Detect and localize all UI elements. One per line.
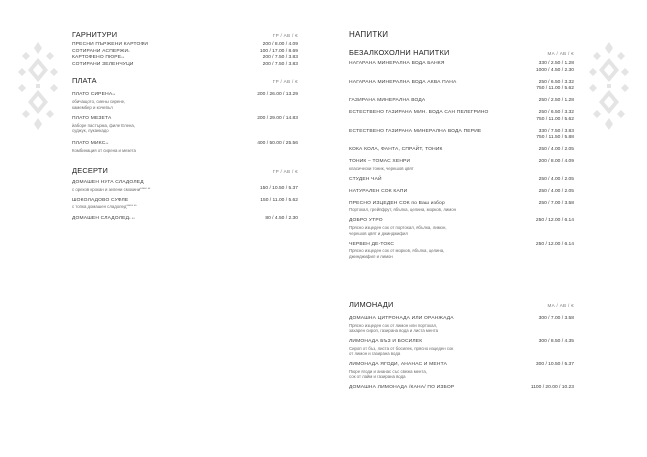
- item-name: НАТУРАЛЕН СОК КАПИ: [349, 188, 408, 194]
- garnish-item: СОТИРАНИ АСПЕРЖИ*: [72, 48, 130, 54]
- menu-item: ДОМАШЕН НУГА СЛАДОЛЕД с орехов крокан и зелени смокини***** ** 150 / 10.50 / 5.37: [72, 180, 298, 192]
- soft-drinks-header: [349, 48, 574, 57]
- item-desc: ѝаборе пастърма, филе Елена, суджук, луканкадо: [72, 122, 135, 134]
- garnish-item: СОТИРАНИ ЗЕЛЕНЧУЦИ: [72, 61, 134, 67]
- item-name: ЧЕРВЕН ДЕ-ТОКС: [349, 241, 395, 247]
- item-price: 150 / 10.50 / 5.37: [259, 186, 298, 192]
- right-column: [349, 30, 574, 390]
- item-name: КОКА КОЛА, ФАНТА, СПРАЙТ, ТОНИК: [349, 147, 443, 153]
- item-name: ПЛАТО МЕЗЕТА: [72, 116, 112, 122]
- menu-item: [349, 80, 574, 93]
- item-price: 200 / 26.00 / 13.29: [257, 92, 298, 98]
- left-column: [72, 30, 298, 223]
- item-price: 250 / 6.50 / 3.32 750 / 11.00 / 5.62: [536, 110, 574, 122]
- item-desc: обичащото, сиены сирене, камембер и кочевъл: [72, 98, 126, 110]
- item-price: 1100 / 20.00 / 10.23: [530, 384, 574, 390]
- lemonades-title: ЛИМОНАДИ: [349, 300, 394, 309]
- item-name: ЕСТЕСТВЕНО ГАЗИРАНА МИНЕРАЛНА ВОДА ПЕРИЕ: [349, 128, 482, 134]
- menu-item: [349, 339, 574, 357]
- item-name: ПЛАТО МИКС: [72, 140, 106, 146]
- item-name: ПРЕСНО ИЗЦЕДЕН СОК по Ваш избор: [349, 200, 445, 206]
- left-ornament-icon: [18, 40, 58, 132]
- menu-item: ДОМАШЕН СЛАДОЛЕД* ** 80 / 4.50 / 2.30: [72, 215, 298, 221]
- item-desc: класически тоник, черешов цвят: [349, 165, 414, 171]
- menu-item: [349, 177, 574, 184]
- item-price: 250 / 4.00 / 2.05: [538, 147, 574, 153]
- item-name: ЕСТЕСТВЕНО ГАЗИРАНА МИН. ВОДА САН ПЕЛЕГРИНО: [349, 110, 489, 116]
- item-name: ДОМАШЕН НУГА СЛАДОЛЕД: [72, 180, 144, 186]
- item-price: 330 / 2.50 / 1.28 1000 / 4.50 / 2.30: [535, 61, 574, 73]
- item-name: ПЛАТО СИРЕНА: [72, 92, 113, 98]
- soft-drinks-title: БЕЗАЛКОХОЛНИ НАПИТКИ: [349, 48, 450, 57]
- menu-item: [349, 159, 574, 171]
- item-desc: Сироп от бъз, листа от босилек, прясно изцеден сок от лимон и газирана вода: [349, 345, 454, 357]
- item-price: 300 / 7.00 / 3.58: [538, 316, 574, 321]
- menu-item: [349, 316, 574, 334]
- item-name: ДОБРО УТРО: [349, 218, 383, 224]
- item-desc: Портокал, грейпфрут, ябълка, целина, морков, лимон: [349, 207, 456, 213]
- lemonades-list: [349, 316, 574, 392]
- item-price: 300 / 8.50 / 4.35: [538, 338, 574, 344]
- menu-item: [349, 385, 574, 392]
- item-price: 250 / 4.00 / 2.05: [538, 188, 574, 194]
- item-price: 250 / 12.00 / 6.14: [535, 218, 574, 224]
- item-desc: Прясно изцеден сок от лимон или портокал, захарен сироп, газирана вода и листа мента: [349, 322, 438, 334]
- item-price: 250 / 7.00 / 3.58: [538, 200, 574, 206]
- plates-unit: ГР / АВ / €: [272, 79, 298, 85]
- item-name: СТУДЕН ЧАЙ: [349, 176, 382, 182]
- menu-item: [349, 242, 574, 260]
- lemonades-unit: МА / АВ / €: [547, 303, 574, 308]
- item-price: 330 / 7.50 / 3.83 750 / 11.50 / 5.88: [536, 128, 574, 141]
- menu-item: [349, 218, 574, 236]
- item-price: 150 / 11.00 / 5.62: [260, 197, 298, 203]
- menu-item: [349, 201, 574, 213]
- item-name: ЛИМОНАДА ЯГОДИ, АНАНАС И МЕНТА: [349, 361, 448, 367]
- menu-item: ПЛАТО МИКС** Комбинация от сирена и мезета 400 / 50.00 / 25.56: [72, 140, 298, 153]
- item-desc: Пюре ягоди и ананас със свежа мента, сок от лайм и газирана вода: [349, 368, 427, 380]
- item-price: 250 / 6.50 / 3.32 750 / 11.00 / 5.62: [536, 79, 574, 92]
- menu-item: [349, 189, 574, 196]
- item-name: НАГАРАНА МИНЕРАЛНА ВОДА БАНКЯ: [349, 61, 445, 66]
- right-ornament-icon: [589, 40, 629, 132]
- item-price: 400 / 50.00 / 25.56: [257, 140, 298, 146]
- item-price: 200 / 8.00 / 4.09: [538, 159, 574, 165]
- desserts-unit: ГР / АВ / €: [272, 169, 298, 175]
- menu-item: ПЛАТО СИРЕНА** обичащото, сиены сирене, камембер и кочевъл 200 / 26.00 / 13.29: [72, 92, 298, 110]
- item-name: ГАЗИРАНА МИНЕРАЛНА ВОДА: [349, 98, 426, 104]
- garnish-title: ГАРНИТУРИ: [72, 30, 118, 39]
- menu-item: [349, 147, 574, 154]
- item-price: 250 / 12.00 / 6.14: [535, 241, 574, 247]
- garnish-prices: 200 / 8.00 / 4.09 100 / 17.00 / 8.69 200 / 7.50 / 3.83 200 / 7.50 / 3.83: [259, 42, 298, 67]
- plates-title: ПЛАТА: [72, 76, 97, 86]
- item-desc: с топка домашен сладолед: [72, 204, 127, 210]
- item-name: ДОМАШНА ЦИТРОНАДА ИЛИ ОРАНЖАДА: [349, 316, 454, 321]
- garnish-list: [72, 42, 298, 68]
- item-price: 80 / 4.50 / 2.30: [265, 215, 298, 221]
- item-name: ДОМАШНА ЛИМОНАДА /КАНА/ ПО ИЗБОР: [349, 384, 455, 390]
- menu-item: [349, 110, 574, 123]
- menu-item: [349, 61, 574, 74]
- menu-item: [72, 116, 298, 134]
- item-price: 300 / 10.50 / 5.37: [535, 361, 574, 367]
- item-desc: с орехов крокан и зелени смокини: [72, 186, 141, 192]
- menu-item: [349, 129, 574, 142]
- item-name: ТОНИК – ТОМАС ХЕНРИ: [349, 159, 411, 165]
- garnish-unit: ГР / АВ / €: [272, 33, 298, 38]
- menu-item: [349, 362, 574, 380]
- garnish-header: [72, 30, 298, 39]
- item-name: ЛИМОНАДА БЪЗ И БОСИЛЕК: [349, 338, 423, 344]
- item-desc: Комбинация от сирена и мезета: [72, 147, 136, 153]
- item-price: 200 / 29.00 / 14.83: [257, 116, 298, 122]
- garnish-names: [72, 42, 148, 68]
- menu-item: ШОКОЛАДОВО СУФЛЕ с топка домашен сладолед***** ** 150 / 11.00 / 5.62: [72, 197, 298, 210]
- item-desc: Прясно изцеден сок от портокал, ябълка, лимон, черешов цвят и джинджифил: [349, 225, 447, 236]
- drinks-title: НАПИТКИ: [349, 30, 389, 39]
- item-name: НАГАРАНА МИНЕРАЛНА ВОДА АКВА ПАНА: [349, 79, 457, 85]
- desserts-header: [72, 166, 298, 175]
- menu-item: [349, 98, 574, 105]
- item-name: ШОКОЛАДОВО СУФЛЕ: [72, 197, 129, 203]
- item-price: 250 / 2.50 / 1.28: [538, 98, 574, 104]
- garnish-item: КАРТОФЕНО ПЮРЕ**: [72, 55, 125, 61]
- soft-drinks-list: [349, 61, 574, 259]
- lemonades-header: [349, 300, 574, 309]
- item-desc: Прясно изцеден сок от морков, ябълка, целина, джинджифил и лимон: [349, 248, 445, 259]
- item-price: 250 / 4.00 / 2.05: [538, 176, 574, 182]
- desserts-title: ДЕСЕРТИ: [72, 166, 109, 176]
- item-name: ДОМАШЕН СЛАДОЛЕД: [72, 215, 130, 221]
- garnish-item: ПРЕСНИ ПЪРЖЕНИ КАРТОФИ: [72, 42, 149, 47]
- plates-header: [72, 76, 298, 85]
- soft-drinks-unit: МА / АВ / €: [547, 51, 574, 56]
